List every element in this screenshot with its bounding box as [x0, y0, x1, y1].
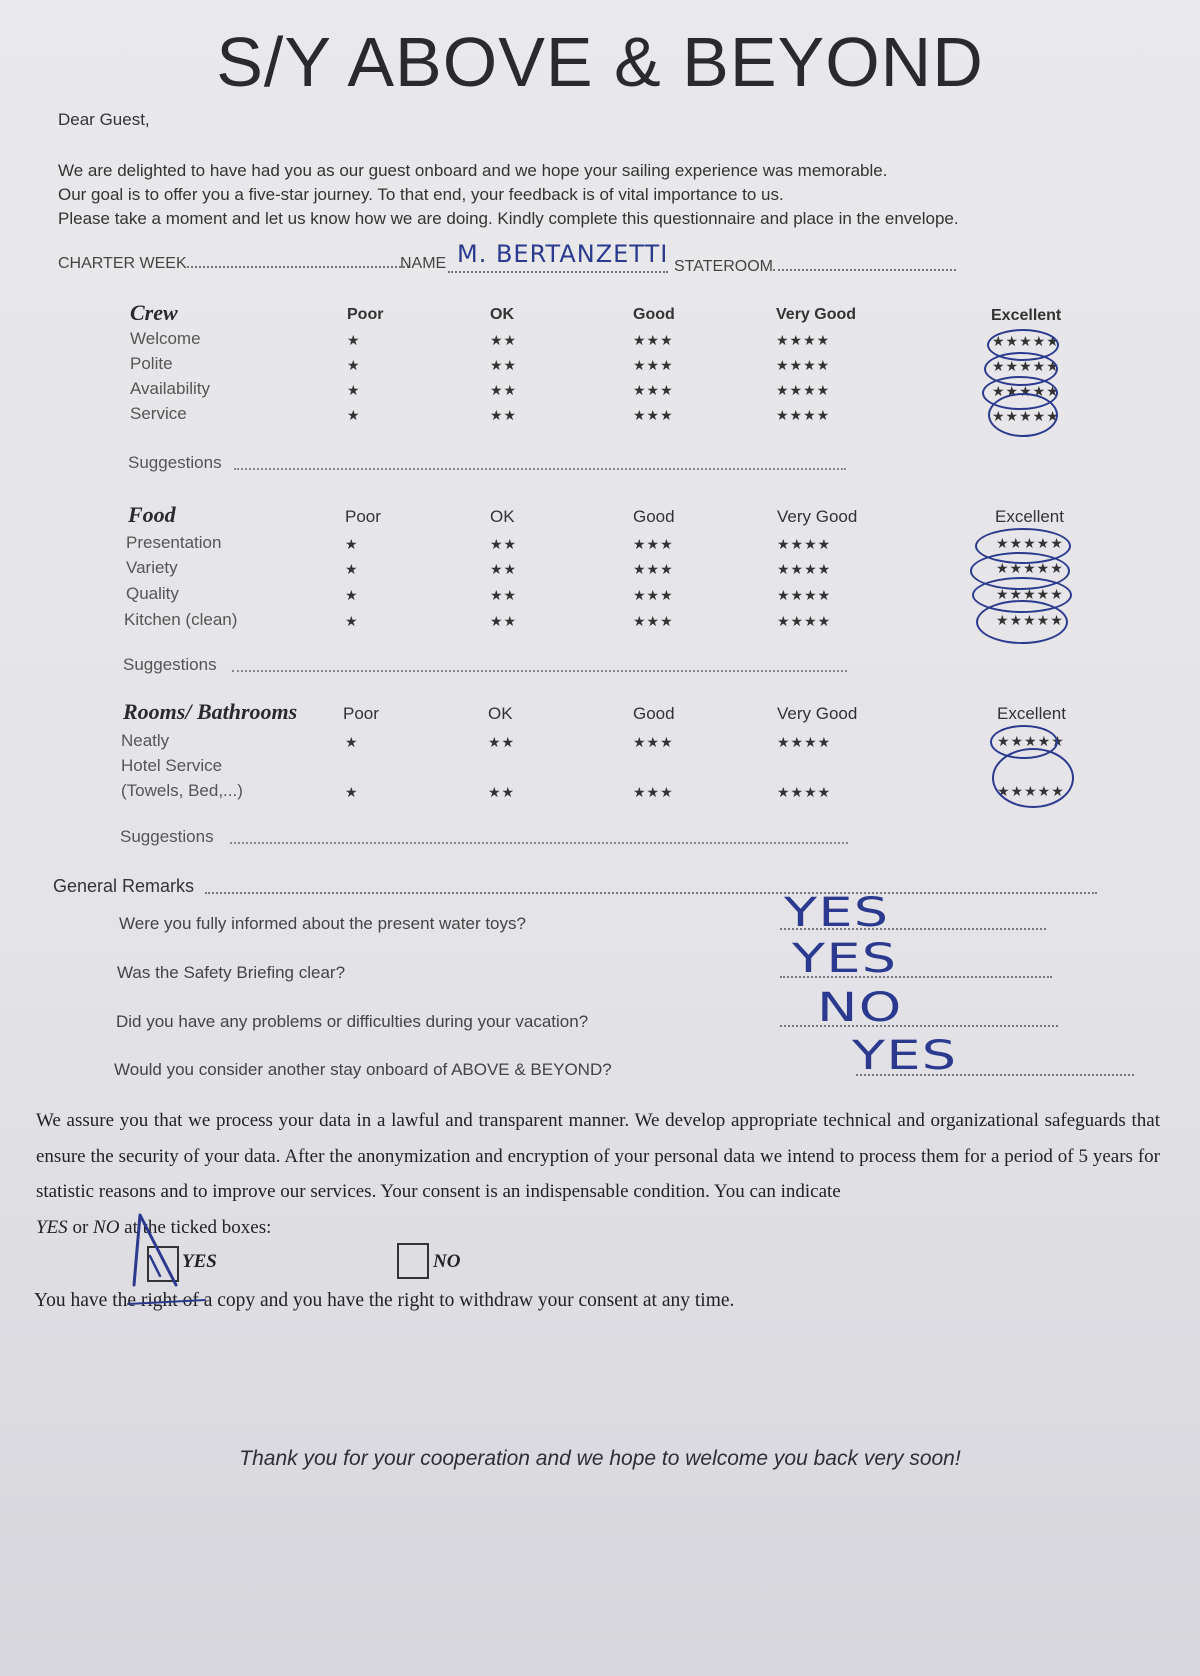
rating-option[interactable]: ★ [345, 536, 359, 552]
rooms-col-ok: OK [488, 704, 513, 723]
section-title-crew: Crew [130, 300, 178, 325]
food-item-variety: Variety [126, 558, 178, 577]
question-problems: Did you have any problems or difficulties during your vacation? [116, 1012, 589, 1031]
rating-option[interactable]: ★★★★ [777, 613, 832, 629]
rating-option[interactable]: ★ [345, 587, 359, 603]
crew-item-polite: Polite [130, 354, 173, 373]
greeting: Dear Guest, [58, 110, 150, 129]
rating-option[interactable]: ★★★★ [776, 357, 831, 373]
privacy-or-word: or [67, 1217, 94, 1238]
rating-option-selected[interactable]: ★★★★★ [997, 733, 1065, 749]
rating-option[interactable]: ★★ [490, 407, 518, 423]
privacy-no-word: NO [93, 1217, 120, 1238]
rating-option[interactable]: ★ [347, 332, 361, 348]
thank-you-message: Thank you for your cooperation and we hope to welcome you back very soon! [239, 1447, 961, 1470]
rating-option[interactable]: ★★★ [633, 613, 674, 629]
crew-item-availability: Availability [130, 379, 211, 398]
rooms-col-excellent: Excellent [997, 704, 1066, 723]
rating-option[interactable]: ★★★★ [777, 784, 832, 800]
food-col-good: Good [633, 507, 675, 526]
food-item-kitchen: Kitchen (clean) [124, 610, 238, 629]
rating-option-selected[interactable]: ★★★★★ [992, 358, 1060, 374]
crew-col-poor: Poor [347, 306, 384, 323]
rating-option-selected[interactable]: ★★★★★ [996, 586, 1064, 602]
general-remarks-label: General Remarks [53, 876, 195, 896]
rating-option[interactable]: ★★ [490, 536, 518, 552]
charter-week-label: CHARTER WEEK [58, 255, 187, 272]
rating-option[interactable]: ★★★ [633, 382, 674, 398]
name-handwritten[interactable]: M. BERTANZETTI [457, 240, 669, 268]
food-col-poor: Poor [345, 507, 381, 526]
rating-option[interactable]: ★ [347, 357, 361, 373]
rating-option[interactable]: ★★ [490, 332, 518, 348]
intro-line-2: Our goal is to offer you a five-star journey. To that end, your feedback is of vital importance to us. [58, 185, 784, 204]
crew-suggestions-label: Suggestions [128, 453, 222, 472]
rights-text: You have the right of a copy and you have the right to withdraw your consent at any time. [34, 1290, 735, 1311]
intro-line-3: Please take a moment and let us know how we are doing. Kindly complete this questionnaire and place in the envelope. [58, 209, 959, 228]
rating-option[interactable]: ★★★★ [776, 382, 831, 398]
food-col-very-good: Very Good [777, 507, 858, 526]
food-item-presentation: Presentation [126, 533, 222, 552]
name-label: NAME [400, 255, 447, 272]
food-item-quality: Quality [126, 584, 179, 603]
rating-option[interactable]: ★★★ [633, 407, 674, 423]
rating-option[interactable]: ★★★ [633, 561, 674, 577]
rating-option-selected[interactable]: ★★★★★ [992, 333, 1060, 349]
rating-option[interactable]: ★★★★ [777, 561, 832, 577]
food-col-ok: OK [490, 507, 515, 526]
section-title-food: Food [128, 502, 176, 527]
rating-option[interactable]: ★ [347, 382, 361, 398]
rating-option[interactable]: ★ [345, 561, 359, 577]
rooms-col-very-good: Very Good [777, 704, 858, 723]
food-suggestions-label: Suggestions [123, 655, 217, 674]
rating-option[interactable]: ★★★ [633, 536, 674, 552]
food-col-excellent: Excellent [995, 507, 1064, 526]
crew-col-excellent: Excellent [991, 307, 1062, 324]
rating-option[interactable]: ★ [345, 784, 359, 800]
rating-option[interactable]: ★★★★ [777, 536, 832, 552]
answer-safety-briefing[interactable]: YES [792, 936, 898, 982]
crew-col-good: Good [633, 306, 675, 323]
rating-option[interactable]: ★ [345, 613, 359, 629]
rating-option[interactable]: ★★★★ [776, 407, 831, 423]
rating-option[interactable]: ★★★★ [777, 734, 832, 750]
crew-item-service: Service [130, 404, 187, 423]
rating-option[interactable]: ★★★★ [776, 332, 831, 348]
rating-option[interactable]: ★★★ [633, 734, 674, 750]
rating-option[interactable]: ★★★ [633, 587, 674, 603]
rating-option[interactable]: ★★ [490, 561, 518, 577]
answer-problems[interactable]: NO [817, 985, 903, 1031]
rating-option[interactable]: ★★★ [633, 357, 674, 373]
answer-another-stay[interactable]: YES [852, 1033, 958, 1079]
rating-option[interactable]: ★ [347, 407, 361, 423]
rating-option-selected[interactable]: ★★★★★ [996, 612, 1064, 628]
rooms-suggestions-label: Suggestions [120, 827, 214, 846]
rating-option-selected[interactable]: ★★★★★ [996, 560, 1064, 576]
document-title: S/Y ABOVE & BEYOND [216, 23, 984, 101]
section-title-rooms: Rooms/ Bathrooms [123, 699, 298, 724]
rating-option[interactable]: ★ [345, 734, 359, 750]
answer-water-toys[interactable]: YES [784, 890, 890, 936]
rating-option[interactable]: ★★ [490, 613, 518, 629]
rating-option-selected[interactable]: ★★★★★ [997, 783, 1065, 799]
rating-option[interactable]: ★★ [490, 357, 518, 373]
privacy-notice: We assure you that we process your data in a lawful and transparent manner. We develop appropriate technical and organizational safeguards that ensure the security of your data. After the anonymization and encryption of your personal data we intend to process them for a period of 5 years for statistic reasons and to improve our services. Your consent is an indispensable condition. You can indicate [36, 1110, 1160, 1202]
crew-col-very-good: Very Good [776, 306, 857, 323]
crew-col-ok: OK [490, 306, 514, 323]
rating-option[interactable]: ★★ [490, 382, 518, 398]
crew-item-welcome: Welcome [130, 329, 201, 348]
privacy-suffix: at the ticked boxes: [119, 1217, 272, 1238]
rating-option-selected[interactable]: ★★★★★ [992, 383, 1060, 399]
rating-option[interactable]: ★★ [490, 587, 518, 603]
rooms-col-good: Good [633, 704, 675, 723]
stateroom-label: STATEROOM [674, 258, 773, 275]
rooms-item-hotel-service: Hotel Service [121, 756, 223, 775]
rating-option[interactable]: ★★★ [633, 332, 674, 348]
rating-option[interactable]: ★★★★ [777, 587, 832, 603]
intro-line-1: We are delighted to have had you as our guest onboard and we hope your sailing experience was memorable. [58, 161, 888, 180]
consent-no-label: NO [433, 1251, 461, 1272]
privacy-yes-word: YES [36, 1217, 68, 1238]
question-water-toys: Were you fully informed about the present water toys? [119, 914, 526, 933]
rating-option-selected[interactable]: ★★★★★ [992, 408, 1060, 424]
rating-option-selected[interactable]: ★★★★★ [996, 535, 1064, 551]
rating-option[interactable]: ★★ [488, 734, 516, 750]
rooms-item-towels-bed: (Towels, Bed,...) [121, 781, 243, 800]
rooms-item-neatly: Neatly [121, 731, 170, 750]
rating-option[interactable]: ★★★ [633, 784, 674, 800]
consent-yes-label: YES [182, 1251, 217, 1272]
rating-option[interactable]: ★★ [488, 784, 516, 800]
rooms-col-poor: Poor [343, 704, 379, 723]
question-another-stay: Would you consider another stay onboard of ABOVE & BEYOND? [114, 1060, 612, 1079]
question-safety-briefing: Was the Safety Briefing clear? [117, 963, 346, 982]
